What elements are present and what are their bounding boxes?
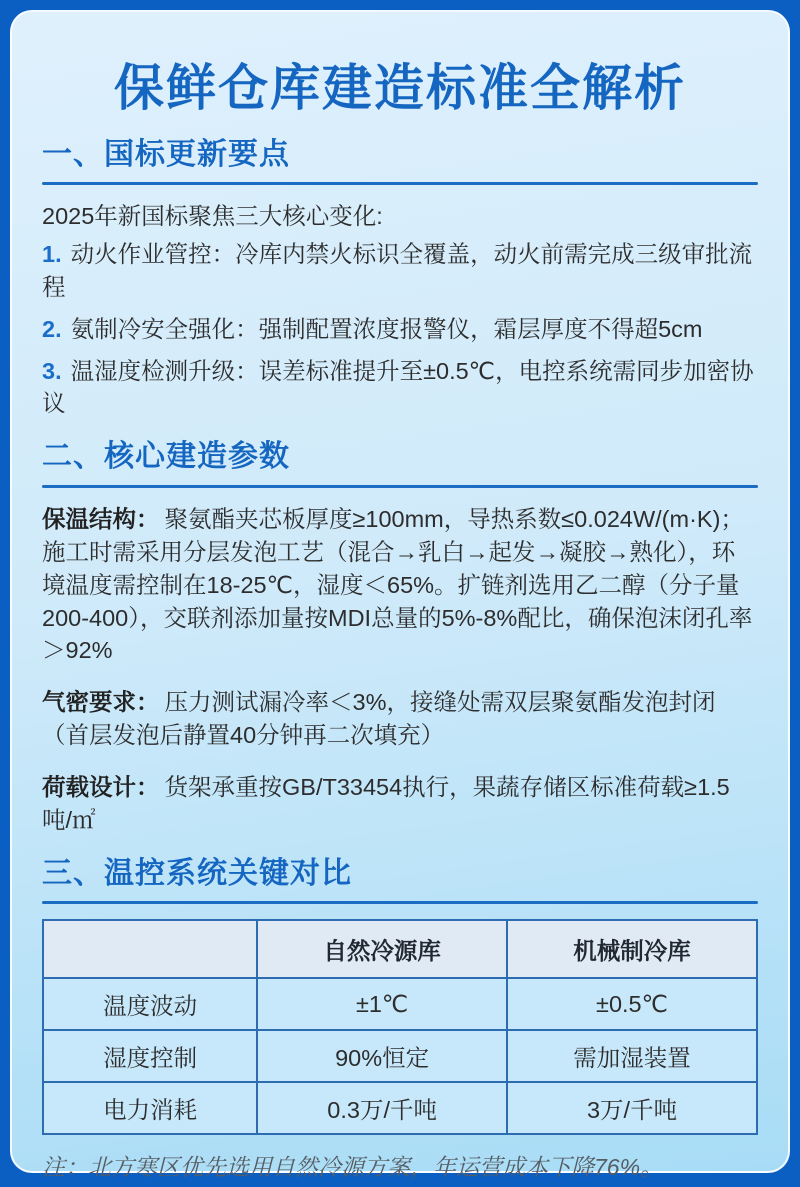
list-item-3	[42, 355, 758, 421]
table-header-row	[43, 920, 757, 978]
paragraph-airtightness	[42, 686, 758, 752]
content-card	[10, 10, 790, 1181]
heading-divider-3	[42, 901, 758, 904]
table-header-natural-cold: 自然冷源库	[257, 920, 507, 978]
item-number-3: 3.	[42, 357, 62, 384]
list-item-1	[42, 238, 758, 304]
heading-divider-2	[42, 485, 758, 488]
cell-power-mechanical: 3万/千吨	[507, 1082, 757, 1134]
table-row-humidity	[43, 1030, 757, 1082]
section-national-standard-updates	[42, 138, 758, 421]
comparison-table	[42, 919, 758, 1135]
paragraph-load-design	[42, 771, 758, 837]
footnote: 注：北方寒区优先选用自然冷源方案，年运营成本下降76%。	[42, 1154, 664, 1181]
item-number-1: 1.	[42, 240, 62, 267]
list-item-2	[42, 313, 758, 346]
section-core-build-parameters	[42, 440, 758, 837]
item-text-2: 氨制冷安全强化：强制配置浓度报警仪，霜层厚度不得超5cm	[70, 315, 703, 342]
paragraph-text-load-design: 货架承重按GB/T33454执行，果蔬存储区标准荷载≥1.5吨/㎡	[42, 774, 730, 833]
table-row-power	[43, 1082, 757, 1134]
section-heading-3: 三、温控系统关键对比	[42, 856, 352, 890]
cell-humidity-natural: 90%恒定	[257, 1030, 507, 1082]
section-heading-1: 一、国标更新要点	[42, 137, 290, 171]
item-text-1: 动火作业管控：冷库内禁火标识全覆盖，动火前需完成三级审批流程	[42, 240, 753, 300]
cell-temperature-natural: ±1℃	[257, 978, 507, 1030]
paragraph-text-insulation: 聚氨酯夹芯板厚度≥100mm，导热系数≤0.024W/(m·K)；施工时需采用分层发泡工艺（混合→乳白→起发→凝胶→熟化），环境温度需控制在18-25℃，湿度＜65%。扩链剂选用乙二醇（分子量200-400），交联剂添加量按MDI总量的5%-8%配比，确保泡沫闭孔率＞92%	[42, 505, 753, 664]
table-header-empty	[43, 920, 257, 978]
row-label-humidity: 湿度控制	[43, 1030, 257, 1082]
row-label-temperature: 温度波动	[43, 978, 257, 1030]
table-row-temperature	[43, 978, 757, 1030]
cell-humidity-mechanical: 需加湿装置	[507, 1030, 757, 1082]
paragraph-text-airtightness: 压力测试漏冷率＜3%，接缝处需双层聚氨酯发泡封闭（首层发泡后静置40分钟再二次填充）	[42, 689, 716, 749]
section-heading-2: 二、核心建造参数	[42, 440, 290, 474]
section-temperature-control-comparison	[42, 857, 758, 1184]
paragraph-insulation	[42, 503, 758, 667]
section-intro: 2025年新国标聚焦三大核心变化:	[42, 203, 383, 229]
paragraph-label-insulation: 保温结构：	[42, 505, 160, 532]
page-title: 保鲜仓库建造标准全解析	[114, 60, 686, 116]
paragraph-label-load-design: 荷载设计：	[42, 774, 160, 801]
cell-temperature-mechanical: ±0.5℃	[507, 978, 757, 1030]
row-label-power: 电力消耗	[43, 1082, 257, 1134]
heading-divider-1	[42, 182, 758, 185]
paragraph-label-airtightness: 气密要求：	[42, 689, 160, 716]
cell-power-natural: 0.3万/千吨	[257, 1082, 507, 1134]
item-number-2: 2.	[42, 315, 62, 342]
table-header-mechanical-cold: 机械制冷库	[507, 920, 757, 978]
item-text-3: 温湿度检测升级：误差标准提升至±0.5℃，电控系统需同步加密协议	[42, 357, 754, 417]
